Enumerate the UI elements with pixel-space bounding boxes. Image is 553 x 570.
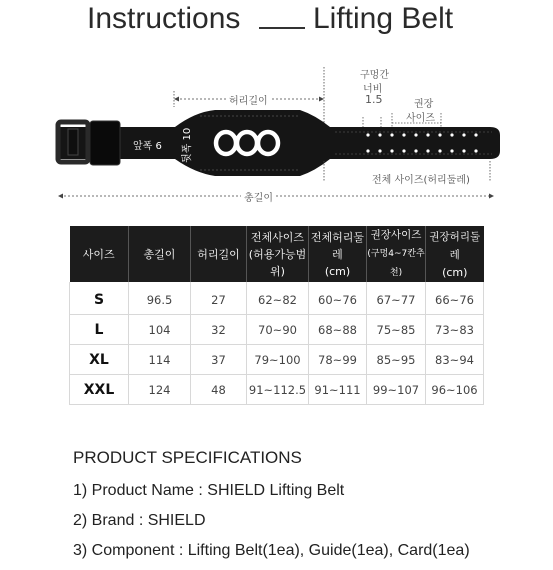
table-row (70, 345, 484, 375)
cell-recommended-waist: 73~83 (426, 315, 484, 345)
cell-total-length: 104 (129, 315, 191, 345)
specs-title: PRODUCT SPECIFICATIONS (73, 448, 302, 467)
header-waist-length: 허리길이 (191, 226, 247, 282)
header-recommended-size: 권장사이즈 (구멍4~7칸추천) (367, 226, 426, 282)
table-header-row (70, 226, 484, 282)
cell-full-size: 70~90 (247, 315, 309, 345)
cell-total-length: 114 (129, 345, 191, 375)
cell-waist-length: 48 (191, 375, 247, 405)
recommended-size-label-line2: 사이즈 (406, 113, 435, 124)
hole-spacing-label-line1: 구멍간 (360, 70, 389, 81)
title-lifting-belt: Lifting Belt (313, 2, 454, 35)
recommended-size-label-line1: 권장 (414, 99, 434, 110)
cell-full-waist: 91~111 (309, 375, 367, 405)
spec-component: 3) Component : Lifting Belt(1ea), Guide(1ea), Card(1ea) (73, 542, 470, 559)
table-row (70, 375, 484, 405)
cell-recommended-size: 99~107 (367, 375, 426, 405)
title-instructions: Instructions (87, 2, 241, 35)
belt-diagram (0, 55, 553, 210)
front-width-label: 앞폭 6 (133, 141, 162, 152)
hole-spacing-value: 1.5 (365, 93, 383, 106)
header-size: 사이즈 (70, 226, 129, 282)
cell-recommended-waist: 83~94 (426, 345, 484, 375)
spec-product-name: 1) Product Name : SHIELD Lifting Belt (73, 482, 345, 499)
total-size-label: 전체 사이즈(허리둘레) (372, 175, 470, 186)
cell-full-waist: 68~88 (309, 315, 367, 345)
cell-recommended-size: 85~95 (367, 345, 426, 375)
back-width-label: 뒷폭 10 (182, 127, 193, 163)
table-row (70, 282, 484, 315)
cell-size: L (70, 315, 129, 345)
cell-recommended-size: 67~77 (367, 282, 426, 315)
product-specifications (73, 448, 543, 570)
waist-length-label: 허리길이 (227, 92, 270, 107)
total-length-label: 총길이 (241, 189, 276, 204)
header-recommended-waist: 권장허리둘레 (cm) (426, 226, 484, 282)
table-row (70, 315, 484, 345)
cell-total-length: 96.5 (129, 282, 191, 315)
header-full-size: 전체사이즈 (허용가능범위) (247, 226, 309, 282)
header (0, 0, 553, 42)
cell-full-size: 79~100 (247, 345, 309, 375)
title-divider (259, 27, 305, 29)
cell-full-size: 62~82 (247, 282, 309, 315)
total-length-dimension (58, 194, 494, 199)
hole-spacing-label-line2: 너비 (363, 84, 383, 95)
cell-waist-length: 27 (191, 282, 247, 315)
cell-size: XXL (70, 375, 129, 405)
cell-total-length: 124 (129, 375, 191, 405)
spec-brand: 2) Brand : SHIELD (73, 512, 206, 529)
cell-full-waist: 78~99 (309, 345, 367, 375)
cell-full-waist: 60~76 (309, 282, 367, 315)
header-full-waist: 전체허리둘레 (cm) (309, 226, 367, 282)
header-total-length: 총길이 (129, 226, 191, 282)
cell-full-size: 91~112.5 (247, 375, 309, 405)
belt-illustration (0, 55, 553, 210)
cell-waist-length: 37 (191, 345, 247, 375)
cell-size: S (70, 282, 129, 315)
cell-waist-length: 32 (191, 315, 247, 345)
cell-recommended-waist: 96~106 (426, 375, 484, 405)
cell-recommended-size: 75~85 (367, 315, 426, 345)
cell-recommended-waist: 66~76 (426, 282, 484, 315)
cell-size: XL (70, 345, 129, 375)
size-table (69, 226, 484, 405)
